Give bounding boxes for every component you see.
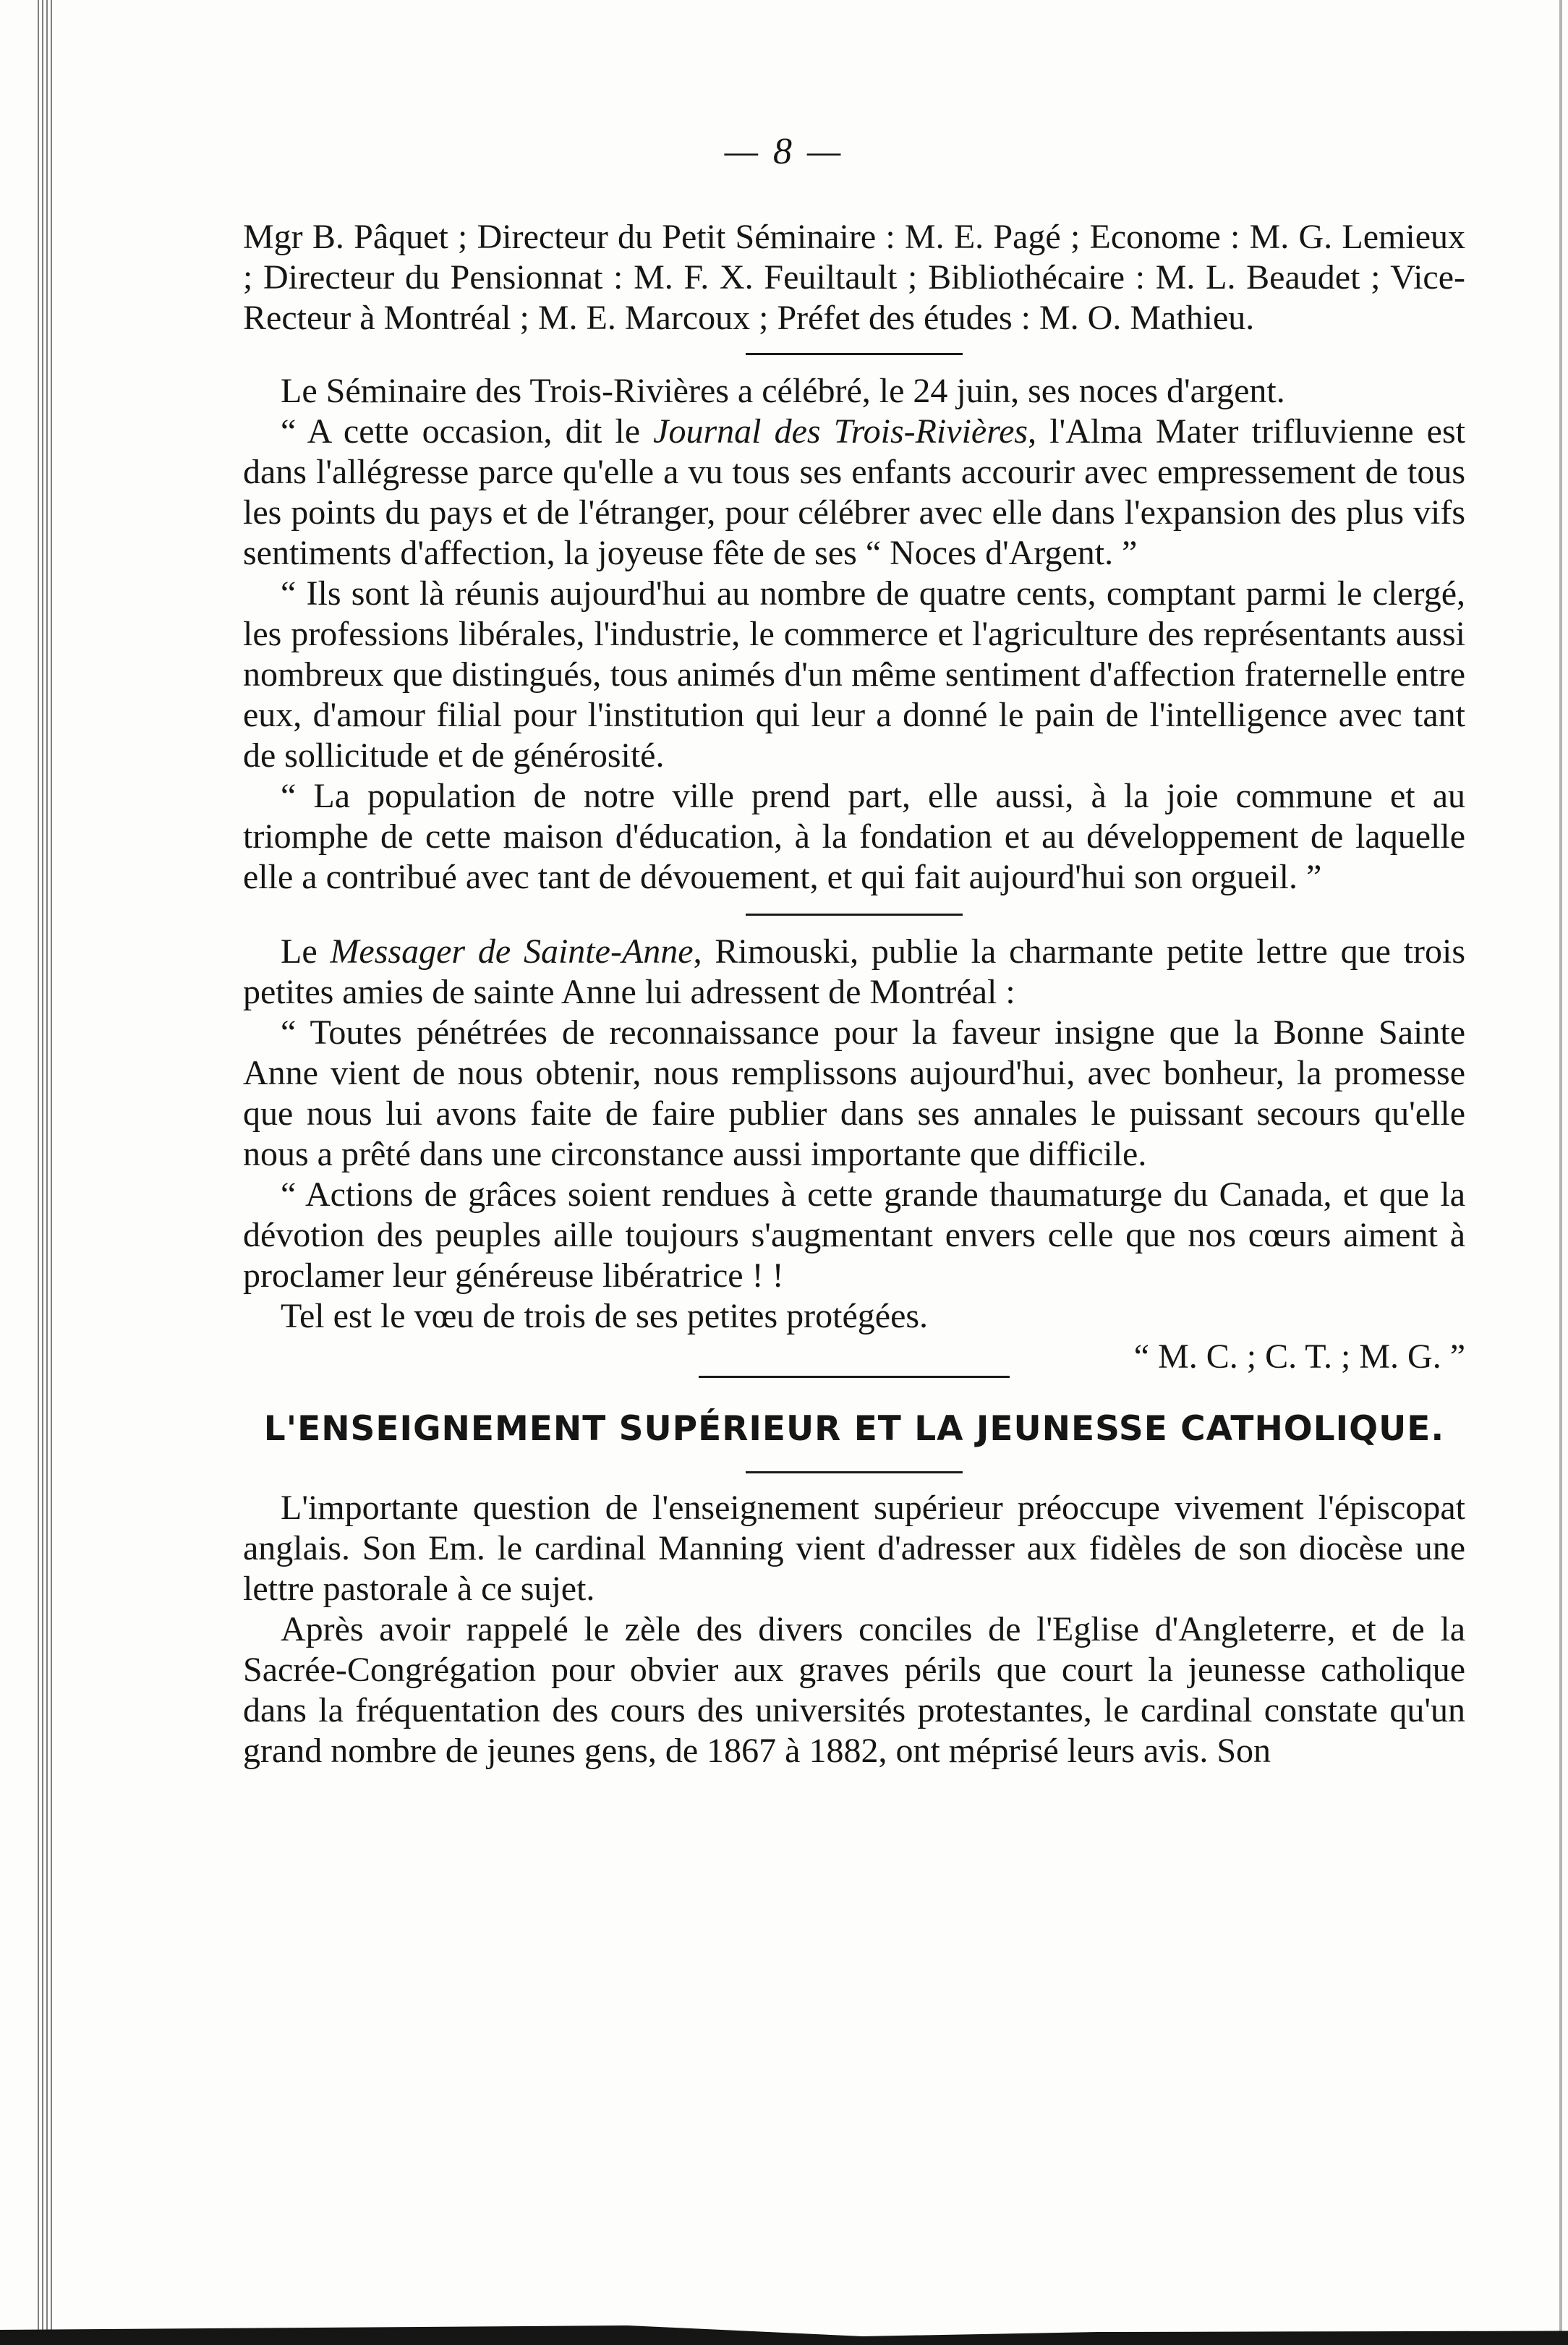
right-edge xyxy=(1559,0,1562,2345)
reunion-paragraph: “ Ils sont là réunis aujourd'hui au nombre de quatre cents, comptant parmi le clergé, les professions libérales, l'industrie, le commerce et l'agriculture des représentants aussi nombreux que distingués, tous animés d'un même sentiment d'affection fraternelle entre eux, d'amour filial pour l'institution qui leur a donné le pain de l'intelligence avec tant de sollicitude et de générosité. xyxy=(243,574,1465,775)
letter-paragraph-1: “ Toutes pénétrées de reconnaissance pour la faveur insigne que la Bonne Sainte Anne vient de nous obtenir, nous remplissons aujourd'hui, avec bonheur, la promesse que nous lui avons faite de faire publier dans ses annales le puissant secours qu'elle nous a prêté dans une circonstance aussi importante que difficile. xyxy=(243,1013,1465,1173)
section-heading: L'ENSEIGNEMENT SUPÉRIEUR ET LA JEUNESSE CATHOLIQUE. xyxy=(263,1409,1445,1449)
letter-paragraph-2: “ Actions de grâces soient rendues à cette grande thaumaturge du Canada, et que la dévotion des peuples aille toujours s'augmentant envers celle que nos cœurs aiment à proclamer leur généreuse libératrice ! ! xyxy=(243,1175,1465,1295)
bottom-edge xyxy=(0,2323,1568,2345)
section-rule xyxy=(746,353,963,355)
messager-body: , Rimouski, publie la charmante petite lettre que trois petites amies de sainte Anne lui adressent de Montréal : xyxy=(243,932,1466,1011)
messager-lead: Le xyxy=(281,932,331,971)
section-rule xyxy=(746,914,963,916)
staff-list-paragraph: Mgr B. Pâquet ; Directeur du Petit Séminaire : M. E. Pagé ; Econome : M. G. Lemieux ; Directeur du Pensionnat : M. F. X. Feuiltault ; Bibliothécaire : M. L. Beaudet ; Vice-Recteur à Montréal ; M. E. Marcoux ; Préfet des études : M. O. Mathieu. xyxy=(243,218,1465,337)
quote-lead: “ A cette occasion, dit le xyxy=(281,412,654,451)
quote-body: , l'Alma Mater trifluvienne est dans l'allégresse parce qu'elle a vu tous ses enfants accourir avec empressement de tous les points du pays et de l'étranger, pour célébrer avec elle dans l'expansion des plus vifs sentiments d'affection, la joyeuse fête de ses “ Noces d'Argent. ” xyxy=(243,412,1465,572)
journal-title: Journal des Trois-Rivières xyxy=(653,412,1028,451)
letter-closing: Tel est le vœu de trois de ses petites protégées. xyxy=(281,1297,929,1335)
conciles-paragraph: Après avoir rappelé le zèle des divers conciles de l'Eglise d'Angleterre, et de la Sacrée-Congrégation pour obvier aux graves périls que court la jeunesse catholique dans la fréquentation des cours des universités protestantes, le cardinal constate qu'un grand nombre de jeunes gens, de 1867 à 1882, ont méprisé leurs avis. Son xyxy=(243,1610,1465,1770)
journal-quote-paragraph xyxy=(243,412,1465,574)
population-paragraph: “ La population de notre ville prend part, elle aussi, à la joie commune et au triomphe de cette maison d'éducation, à la fondation et au développement de laquelle elle a contribué avec tant de dévouement, et qui fait aujourd'hui son orgueil. ” xyxy=(243,777,1465,896)
signature-row xyxy=(243,1337,1465,1377)
signature-line xyxy=(699,1376,1010,1378)
messager-title: Messager de Sainte-Anne xyxy=(330,932,694,971)
enseignement-paragraph: L'importante question de l'enseignement supérieur préoccupe vivement l'épiscopat anglais. Son Em. le cardinal Manning vient d'adresser aux fidèles de son diocèse une lettre pastorale à ce sujet. xyxy=(243,1489,1465,1608)
page-number: — 8 — xyxy=(724,131,844,172)
binding-edge xyxy=(38,0,54,2345)
signature: “ M. C. ; C. T. ; M. G. ” xyxy=(1133,1337,1465,1376)
seminaire-paragraph: Le Séminaire des Trois-Rivières a célébré, le 24 juin, ses noces d'argent. xyxy=(281,372,1285,410)
messager-paragraph xyxy=(243,932,1465,1013)
section-rule xyxy=(746,1471,963,1473)
text-column xyxy=(243,217,1465,1771)
